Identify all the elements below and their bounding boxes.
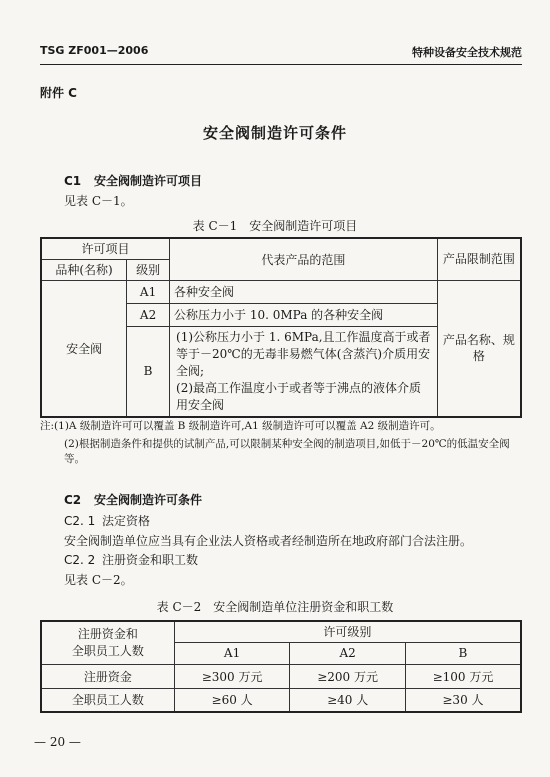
header-series-title: 特种设备安全技术规范 — [412, 46, 522, 59]
limit-cell: 产品名称、规格 — [437, 280, 521, 417]
page-number: — 20 — — [34, 735, 81, 749]
level-cell: A2 — [127, 303, 170, 326]
section-c22-heading — [64, 551, 198, 568]
header-product-name: 品种(名称) — [41, 259, 127, 280]
standard-code: TSG ZF001—2006 — [40, 44, 149, 57]
level-header: A1 — [174, 642, 290, 664]
table1-caption: 表 C－1 安全阀制造许可项目 — [192, 219, 358, 233]
header-permit-level: 许可级别 — [174, 621, 521, 642]
section-number: C2. 2 — [64, 553, 96, 567]
level-header: B — [405, 642, 521, 664]
row-header-line: 全职员工人数 — [71, 643, 144, 658]
header-level: 级别 — [127, 259, 170, 280]
row-header-cell — [41, 621, 174, 664]
capital-value: ≥300 万元 — [174, 664, 290, 688]
section-c21-text: 安全阀制造单位应当具有企业法人资格或者经制造所在地政府部门合法注册。 — [64, 534, 473, 548]
scope-cell: 各种安全阀 — [170, 280, 438, 303]
scope-cell — [170, 326, 438, 417]
row-header-line: 注册资金和 — [77, 626, 138, 641]
table1-note-2: (2)根据制造条件和提供的试制产品,可以限制某种安全阀的制造项目,如低于－20℃的低温安全阀等。 — [64, 438, 510, 465]
header-permit-item: 许可项目 — [41, 238, 170, 259]
capital-value: ≥100 万元 — [405, 664, 521, 688]
section-number: C1 — [64, 174, 82, 188]
header-limit: 产品限制范围 — [437, 238, 521, 280]
running-header — [40, 44, 522, 60]
staff-label: 全职员工人数 — [41, 688, 174, 712]
section-c2-heading — [64, 491, 202, 508]
page-title: 安全阀制造许可条件 — [202, 124, 347, 142]
capital-value: ≥200 万元 — [290, 664, 406, 688]
level-cell: B — [127, 326, 170, 417]
scope-item: (2)最高工作温度小于或者等于沸点的液体介质用安全阀 — [176, 380, 422, 412]
section-c21-heading — [64, 512, 150, 529]
capital-label: 注册资金 — [41, 664, 174, 688]
section-title: 安全阀制造许可项目 — [94, 174, 203, 188]
table1-note-1: 注:(1)A 级制造许可可以覆盖 B 级制造许可,A1 级制造许可可以覆盖 A2 级制造许可。 — [40, 420, 441, 432]
section-number: C2 — [64, 493, 82, 507]
section-title: 注册资金和职工数 — [102, 553, 199, 567]
table-c2 — [40, 620, 522, 713]
section-c1-heading — [64, 172, 202, 189]
section-title: 法定资格 — [102, 514, 151, 528]
table-c1 — [40, 237, 522, 418]
section-number: C2. 1 — [64, 514, 96, 528]
header-rule — [40, 64, 522, 65]
section-title: 安全阀制造许可条件 — [94, 493, 203, 507]
level-cell: A1 — [127, 280, 170, 303]
staff-value: ≥40 人 — [290, 688, 406, 712]
level-header: A2 — [290, 642, 406, 664]
scope-item: (1)公称压力小于 1. 6MPa,且工作温度高于或者等于－20℃的无毒非易燃气体(含蒸汽)介质用安全阀; — [176, 329, 431, 378]
product-cell: 安全阀 — [41, 280, 127, 417]
staff-value: ≥60 人 — [174, 688, 290, 712]
section-c1-ref: 见表 C－1。 — [64, 194, 133, 208]
section-c22-ref: 见表 C－2。 — [64, 573, 133, 587]
scope-cell: 公称压力小于 10. 0MPa 的各种安全阀 — [170, 303, 438, 326]
appendix-label: 附件 C — [40, 86, 77, 100]
header-scope: 代表产品的范围 — [170, 238, 438, 280]
table2-caption: 表 C－2 安全阀制造单位注册资金和职工数 — [156, 600, 394, 614]
staff-value: ≥30 人 — [405, 688, 521, 712]
